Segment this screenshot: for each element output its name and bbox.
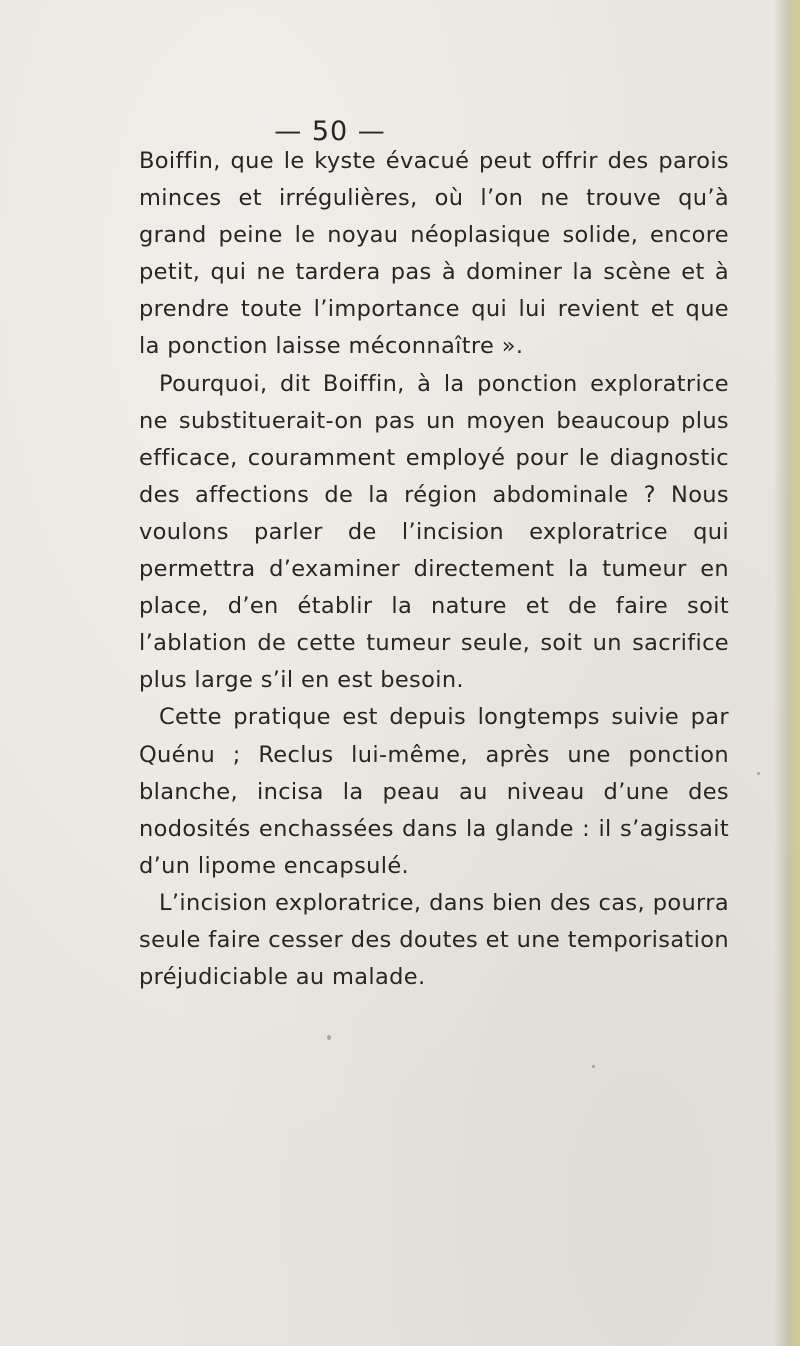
paragraph: Pourquoi, dit Boiffin, à la ponction exploratrice ne substituerait-on pas un moyen beaucoup plus efficace, couramment employé pour le diagnostic des affections de la région abdominale ? Nous voulons parler de l’incision exploratrice qui permettra d’examiner directement la tumeur en place, d’en établir la nature et de faire soit l’ablation de cette tumeur seule, soit un sacrifice plus large s’il en est besoin. (139, 370, 729, 694)
paragraph-continued: Boiffin, que le kyste évacué peut offrir des parois minces et irrégulières, où l’on ne trouve qu’à grand peine le noyau néoplasique solide, encore petit, qui ne tardera pas à dominer la scène et à prendre toute l’importance qui lui revient et que la ponction laisse méconnaître ». (139, 148, 729, 360)
paper-speck (592, 1065, 595, 1068)
page-number-header: — 50 — (274, 116, 386, 147)
paper-speck (757, 772, 760, 775)
body-text (139, 143, 729, 996)
paragraph: L’incision exploratrice, dans bien des cas, pourra seule faire cesser des doutes et une temporisation préjudiciable au malade. (139, 889, 729, 991)
page-edge-shadow (774, 0, 800, 1346)
paragraph: Cette pratique est depuis longtemps suivie par Quénu ; Reclus lui-même, après une ponction blanche, incisa la peau au niveau d’une des nodosités enchassées dans la glande : il s’agissait d’un lipome encapsulé. (139, 704, 729, 879)
paper-speck (327, 1035, 331, 1040)
